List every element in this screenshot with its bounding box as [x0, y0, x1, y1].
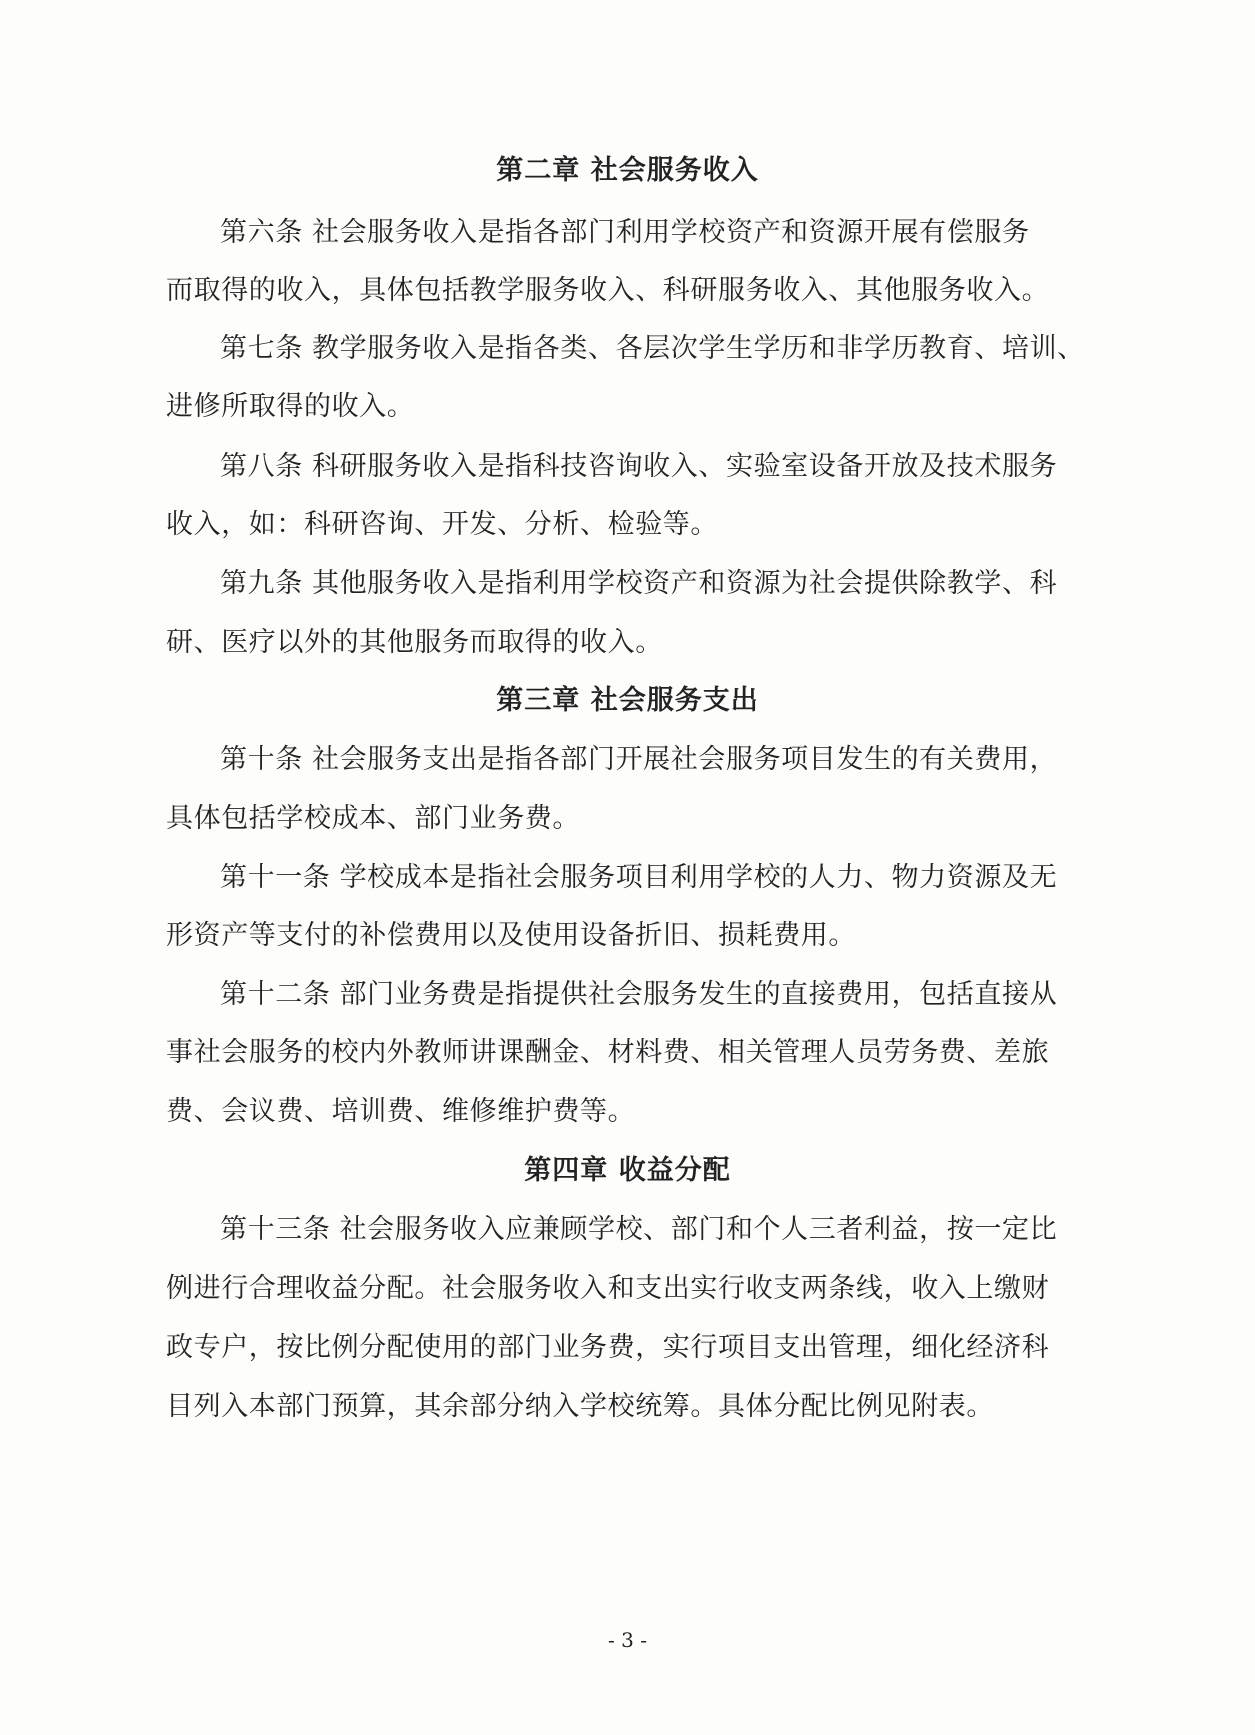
article-7-line-1: 第七条 教学服务收入是指各类、各层次学生学历和非学历教育、培训、: [220, 333, 1085, 364]
article-8-line-1: 第八条 科研服务收入是指科技咨询收入、实验室设备开放及技术服务: [220, 451, 1058, 482]
article-11-line-1: 第十一条 学校成本是指社会服务项目利用学校的人力、物力资源及无: [220, 862, 1058, 893]
chapter-heading-4: 第四章 收益分配: [524, 1155, 731, 1186]
article-13-line-2: 例进行合理收益分配。社会服务收入和支出实行收支两条线，收入上缴财: [166, 1273, 1050, 1304]
page-number: - 3 -: [608, 1628, 647, 1652]
article-9-line-1: 第九条 其他服务收入是指利用学校资产和资源为社会提供除教学、科: [220, 568, 1058, 599]
article-13-line-3: 政专户，按比例分配使用的部门业务费，实行项目支出管理，细化经济科: [166, 1332, 1050, 1363]
article-12-line-1: 第十二条 部门业务费是指提供社会服务发生的直接费用，包括直接从: [220, 979, 1058, 1010]
article-9-line-2: 研、医疗以外的其他服务而取得的收入。: [166, 627, 663, 658]
chapter-heading-3: 第三章 社会服务支出: [496, 685, 759, 716]
article-10-line-1: 第十条 社会服务支出是指各部门开展社会服务项目发生的有关费用，: [220, 744, 1058, 775]
article-13-line-1: 第十三条 社会服务收入应兼顾学校、部门和个人三者利益，按一定比: [220, 1214, 1058, 1245]
article-12-line-3: 费、会议费、培训费、维修维护费等。: [166, 1096, 636, 1127]
chapter-heading-2: 第二章 社会服务收入: [496, 155, 759, 186]
article-12-line-2: 事社会服务的校内外教师讲课酬金、材料费、相关管理人员劳务费、差旅: [166, 1037, 1050, 1068]
article-6-line-1: 第六条 社会服务收入是指各部门利用学校资产和资源开展有偿服务: [220, 217, 1030, 248]
article-8-line-2: 收入，如：科研咨询、开发、分析、检验等。: [166, 509, 718, 540]
article-10-line-2: 具体包括学校成本、部门业务费。: [166, 803, 580, 834]
article-11-line-2: 形资产等支付的补偿费用以及使用设备折旧、损耗费用。: [166, 920, 856, 951]
article-13-line-4: 目列入本部门预算，其余部分纳入学校统筹。具体分配比例见附表。: [166, 1391, 994, 1422]
article-7-line-2: 进修所取得的收入。: [166, 391, 415, 422]
article-6-line-2: 而取得的收入，具体包括教学服务收入、科研服务收入、其他服务收入。: [166, 275, 1050, 306]
